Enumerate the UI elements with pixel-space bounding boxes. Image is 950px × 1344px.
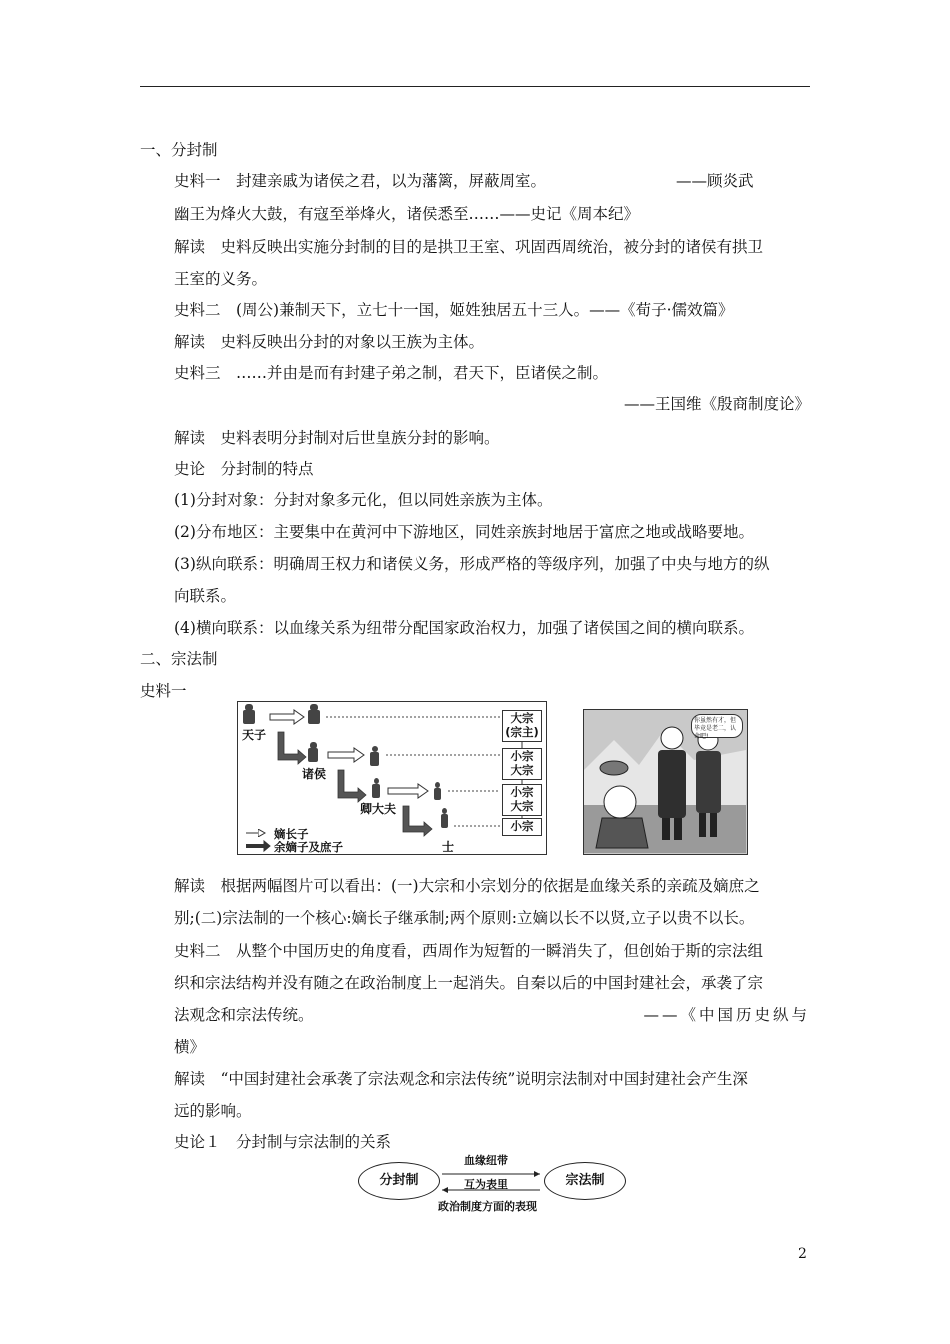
source-1-label: 史料一 — [140, 682, 187, 700]
source-zongfa-2-line3: 法观念和宗法传统。 — [174, 1006, 314, 1024]
box-line: 小宗 — [510, 785, 534, 799]
label-zhengzhi: 政治制度方面的表现 — [438, 1200, 537, 1213]
box-line: 小宗 — [510, 749, 534, 763]
node-zongfazhi: 宗法制 — [544, 1162, 626, 1200]
thesis-relation: 史论１ 分封制与宗法制的关系 — [174, 1133, 392, 1151]
label-hubiaoli: 互为表里 — [464, 1178, 508, 1191]
source-1b: 幽王为烽火大鼓，有寇至举烽火，诸侯悉至……——史记《周本纪》 — [174, 205, 640, 223]
source-zongfa-2-line1: 史料二 从整个中国历史的角度看，西周作为短暂的一瞬消失了，但创始于斯的宗法组 — [174, 942, 764, 960]
zongfa-hierarchy-diagram — [237, 701, 547, 855]
header-rule — [140, 86, 810, 87]
box-xiaozong-dazong-2 — [502, 784, 542, 816]
box-line: 大宗 — [510, 763, 534, 777]
legend-yudizi: 余嫡子及庶子 — [274, 840, 343, 854]
box-xiaozong — [502, 818, 542, 836]
thesis-features: 史论 分封制的特点 — [174, 460, 314, 478]
point-2: (2)分布地区：主要集中在黄河中下游地区，同姓亲族封地居于富庶之地或战略要地。 — [174, 523, 754, 541]
level-qingdafu: 卿大夫 — [360, 802, 397, 816]
point-3-line1: (3)纵向联系：明确周王权力和诸侯义务，形成严格的等级序列，加强了中央与地方的纵 — [174, 555, 770, 573]
speech-bubble: 你虽然有才，但毕竟是老二，认命吧! — [691, 714, 743, 738]
label-xueyuan: 血缘纽带 — [464, 1154, 508, 1167]
source-3-author: ——王国维《殷商制度论》 — [623, 395, 810, 413]
page-number: 2 — [798, 1246, 807, 1262]
point-3-line2: 向联系。 — [174, 587, 237, 605]
level-zhuhou: 诸侯 — [302, 767, 327, 781]
node-fenfengzhi: 分封制 — [358, 1162, 440, 1200]
box-line: 小宗 — [510, 819, 534, 833]
source-3: 史料三 ……并由是而有封建子弟之制，君天下，臣诸侯之制。 — [174, 364, 609, 382]
cartoon-illustration — [583, 709, 748, 855]
source-1: 史料一 封建亲戚为诸侯之君，以为藩篱，屏蔽周室。 — [174, 172, 547, 190]
reading-3: 解读 史料表明分封制对后世皇族分封的影响。 — [174, 429, 500, 447]
section-heading-zongfa: 二、宗法制 — [140, 650, 218, 668]
point-1: (1)分封对象：分封对象多元化，但以同姓亲族为主体。 — [174, 491, 553, 509]
legend-dizhangzi: 嫡长子 — [274, 827, 309, 841]
source-zongfa-2-author: ——《中国历史纵与 — [643, 1006, 810, 1024]
section-heading-fenfeng: 一、分封制 — [140, 141, 218, 159]
reading-zongfa-2-line1: 解读 “中国封建社会承袭了宗法观念和宗法传统”说明宗法制对中国封建社会产生深 — [174, 1070, 748, 1088]
source-2: 史料二 (周公)兼制天下，立七十一国，姬姓独居五十三人。——《荀子·儒效篇》 — [174, 301, 734, 319]
reading-zongfa-1-line2: 别;(二)宗法制的一个核心:嫡长子继承制;两个原则:立嫡以长不以贤,立子以贵不以长。 — [174, 909, 755, 927]
reading-1-line1: 解读 史料反映出实施分封制的目的是拱卫王室、巩固西周统治，被分封的诸侯有拱卫 — [174, 238, 764, 256]
source-zongfa-2-line4: 横》 — [174, 1038, 206, 1056]
point-4: (4)横向联系：以血缘关系为纽带分配国家政治权力，加强了诸侯国之间的横向联系。 — [174, 619, 754, 637]
box-xiaozong-dazong-1 — [502, 748, 542, 780]
reading-zongfa-1-line1: 解读 根据两幅图片可以看出：(一)大宗和小宗划分的依据是血缘关系的亲疏及嫡庶之 — [174, 877, 760, 895]
reading-1-line2: 王室的义务。 — [174, 270, 268, 288]
reading-zongfa-2-line2: 远的影响。 — [174, 1102, 252, 1120]
source-1-author: ——顾炎武 — [676, 172, 754, 190]
level-tianzi: 天子 — [242, 728, 267, 742]
box-line: (宗主) — [505, 725, 539, 739]
box-line: 大宗 — [510, 799, 534, 813]
level-shi: 士 — [442, 840, 455, 854]
relation-diagram — [358, 1152, 626, 1214]
source-zongfa-2-line2: 织和宗法结构并没有随之在政治制度上一起消失。自秦以后的中国封建社会，承袭了宗 — [174, 974, 764, 992]
box-line: 大宗 — [510, 711, 534, 725]
reading-2: 解读 史料反映出分封的对象以王族为主体。 — [174, 333, 485, 351]
box-dazong-zongzhu — [502, 710, 542, 742]
